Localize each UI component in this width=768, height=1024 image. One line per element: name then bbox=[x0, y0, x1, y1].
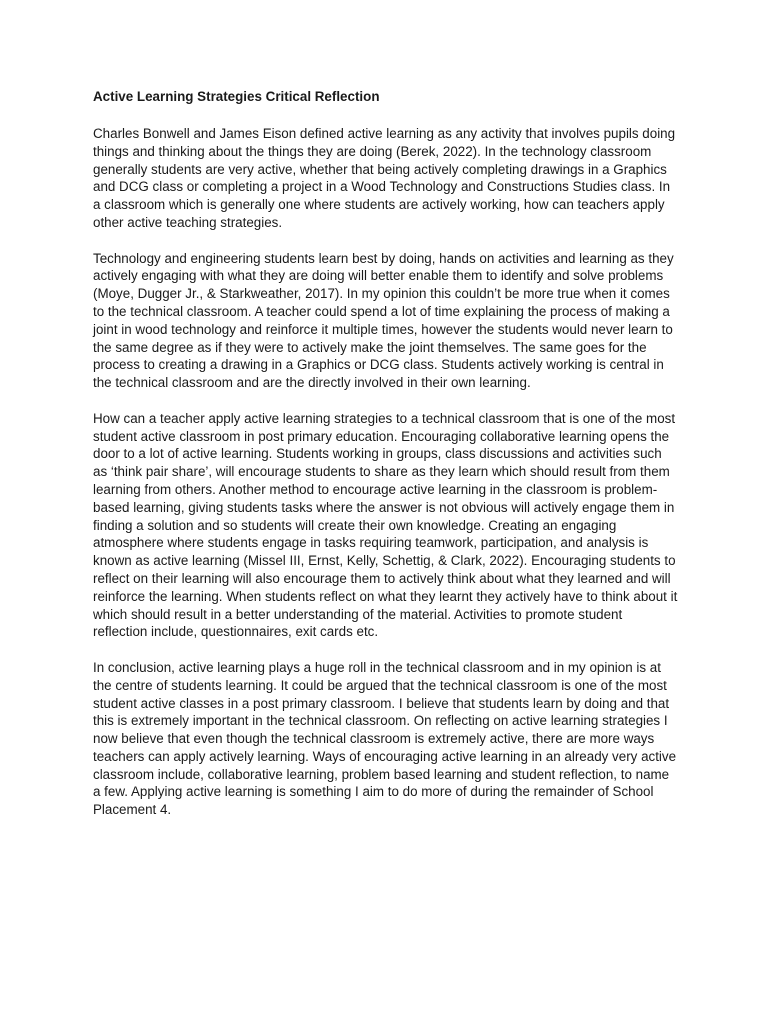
document-title: Active Learning Strategies Critical Reflection bbox=[93, 89, 380, 104]
paragraph-learning-by-doing: Technology and engineering students learn best by doing, hands on activities and learning as they actively engaging with what they are doing will better enable them to identify and solve problems (Moye, Dugger Jr., & Starkweather, 2017). In my opinion this couldn’t be more true when it comes to the technical classroom. A teacher could spend a lot of time explaining the process of making a joint in wood technology and reinforce it multiple times, however the students would never learn to the same degree as if they were to actively make the joint themselves. The same goes for the process to creating a drawing in a Graphics or DCG class. Students actively working is central in the technical classroom and are the directly involved in their own learning. bbox=[93, 250, 674, 391]
paragraph-conclusion: In conclusion, active learning plays a huge roll in the technical classroom and in my opinion is at the centre of students learning. It could be argued that the technical classroom is one of the most student active classes in a post primary classroom. I believe that students learn by doing and that this is extremely important in the technical classroom. On reflecting on active learning strategies I now believe that even though the technical classroom is extremely active, there are more ways teachers can apply actively learning. Ways of encouraging active learning in an already very active classroom include, collaborative learning, problem based learning and student reflection, to name a few. Applying active learning is something I aim to do more of during the remainder of School Placement 4. bbox=[93, 659, 677, 818]
paragraph-strategies: How can a teacher apply active learning strategies to a technical classroom that is one of the most student active classroom in post primary education. Encouraging collaborative learning opens the door to a lot of active learning. Students working in groups, class discussions and activities such as ‘think pair share’, will encourage students to share as they learn which should result from them learning from others. Another method to encourage active learning in the classroom is problem-based learning, giving students tasks where the answer is not obvious will actively engage them in finding a solution and so students will create their own knowledge. Creating an engaging atmosphere where students engage in tasks requiring teamwork, participation, and analysis is known as active learning (Missel III, Ernst, Kelly, Schettig, & Clark, 2022). Encouraging students to reflect on their learning will also encourage them to actively think about what they learned and will reinforce the learning. When students reflect on what they learnt they actively have to think about it which should result in a better understanding of the material. Activities to promote student reflection include, questionnaires, exit cards etc. bbox=[93, 410, 678, 640]
paragraph-intro: Charles Bonwell and James Eison defined active learning as any activity that involves pupils doing things and thinking about the things they are doing (Berek, 2022). In the technology classroom generally students are very active, whether that being actively completing drawings in a Graphics and DCG class or completing a project in a Wood Technology and Constructions Studies class. In a classroom which is generally one where students are actively working, how can teachers apply other active teaching strategies. bbox=[93, 126, 676, 230]
document-page bbox=[93, 88, 679, 837]
